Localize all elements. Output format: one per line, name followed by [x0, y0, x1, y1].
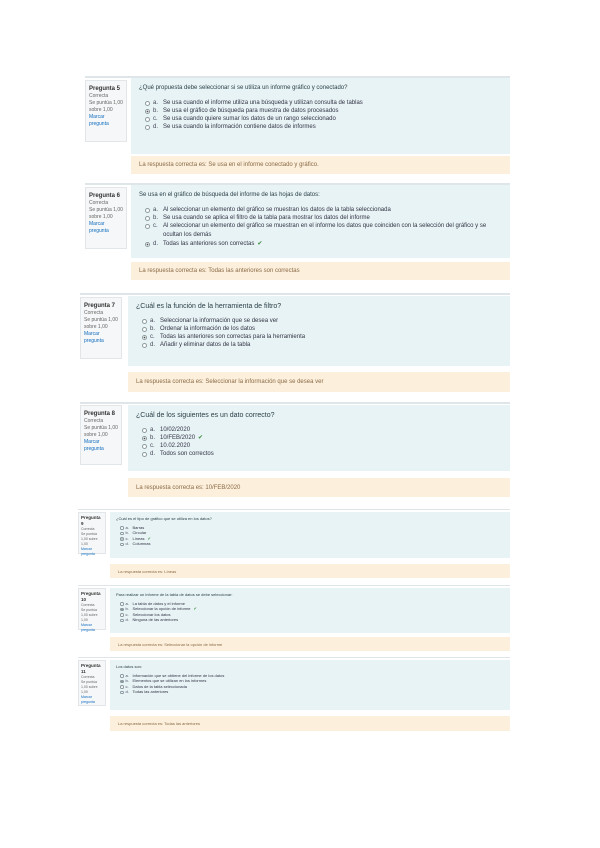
option-letter: c.	[150, 333, 155, 340]
question-info	[85, 187, 127, 249]
feedback-box: La respuesta correcta es: Seleccionar la opción de informe	[110, 637, 510, 651]
option-letter: c.	[125, 536, 129, 541]
question-points: Se puntúa 1,00 sobre 1,00	[81, 532, 98, 546]
option-text: Al seleccionar un elemento del gráfico se muestran en el informe los datos que coinciden con la selección del gráfico y se ocultan los demás	[163, 223, 487, 238]
question-info	[80, 405, 122, 465]
option-text: Ninguna de las anteriores	[132, 617, 179, 623]
option-letter: b.	[150, 325, 156, 332]
radio-button[interactable]	[142, 335, 147, 340]
option-text: Seleccionar los datos	[132, 612, 171, 617]
feedback-box: La respuesta correcta es: Líneas	[110, 564, 510, 578]
question-content	[128, 296, 510, 366]
option-letter: c.	[125, 684, 129, 689]
option-text: Elementos que se utilizan en los informes	[132, 678, 207, 684]
option-letter: d.	[125, 689, 129, 695]
option-text: Todas las anteriores son correctas para la herramienta	[160, 333, 306, 340]
radio-button[interactable]	[120, 526, 124, 530]
answer-option[interactable]	[139, 240, 502, 248]
question-content	[110, 512, 510, 558]
option-text: Columnas	[132, 541, 151, 547]
option-text: Se usa el gráfico de búsqueda para muestra de datos procesados	[163, 107, 339, 114]
option-text: Datos de la tabla seleccionada	[132, 684, 187, 689]
question-number: Pregunta 11	[81, 663, 101, 674]
radio-button[interactable]	[120, 685, 124, 689]
option-letter: c.	[153, 223, 158, 229]
answer-option[interactable]	[136, 333, 502, 341]
feedback-box: La respuesta correcta es: Todas las anteriores son correctas	[131, 262, 510, 280]
flag-question-link[interactable]: Marcar pregunta	[84, 439, 104, 452]
radio-button[interactable]	[142, 327, 147, 332]
flag-question-link[interactable]: Marcar pregunta	[89, 221, 109, 234]
option-text: Todos son correctos	[160, 450, 214, 457]
question-text: Se usa en el gráfico de búsqueda del informe de las hojas de datos:	[139, 192, 320, 198]
option-text: La tabla de datos y el informe	[132, 601, 185, 606]
question-info	[80, 297, 122, 359]
question-status: Correcta	[81, 603, 95, 607]
answer-option[interactable]	[136, 434, 502, 442]
question-number: Pregunta 7	[84, 303, 116, 309]
question-points: Se puntúa 1,00 sobre 1,00	[89, 100, 123, 113]
question-status: Correcta	[89, 200, 109, 206]
option-letter: b.	[153, 214, 159, 221]
option-letter: d.	[153, 240, 159, 247]
question-status: Correcta	[89, 93, 109, 99]
flag-question-link[interactable]: Marcar pregunta	[81, 695, 95, 704]
divider	[80, 402, 510, 404]
option-letter: c.	[125, 612, 129, 617]
question-content	[131, 78, 510, 154]
feedback-box: La respuesta correcta es: Todas las anteriores	[110, 716, 510, 731]
radio-button[interactable]	[142, 436, 147, 441]
answer-option[interactable]	[116, 618, 504, 624]
answer-option[interactable]	[136, 426, 502, 434]
answer-option[interactable]	[136, 341, 502, 349]
radio-button[interactable]	[120, 543, 124, 547]
radio-button[interactable]	[145, 117, 150, 122]
option-text: Se usa cuando se aplica el filtro de la tabla para mostrar los datos del informe	[163, 214, 370, 221]
option-text: Añadir y eliminar datos de la tabla	[160, 341, 251, 348]
answer-option[interactable]	[136, 317, 502, 325]
option-letter: b.	[125, 606, 129, 612]
check-icon: ✔	[147, 536, 151, 541]
flag-question-link[interactable]: Marcar pregunta	[89, 114, 109, 127]
question-content	[128, 405, 510, 471]
radio-button[interactable]	[142, 343, 147, 348]
radio-button[interactable]	[142, 452, 147, 457]
radio-button[interactable]	[145, 208, 150, 213]
question-info	[78, 512, 106, 554]
answer-option[interactable]	[116, 542, 504, 548]
question-status: Correcta	[81, 527, 95, 531]
answer-option[interactable]	[139, 214, 502, 222]
question-points: Se puntúa 1,00 sobre 1,00	[81, 608, 98, 622]
option-text: Se usa cuando la información contiene datos de informes	[163, 123, 316, 130]
check-icon: ✔	[198, 434, 204, 441]
answer-option[interactable]	[116, 690, 504, 696]
check-icon: ✔	[193, 606, 197, 612]
question-points: Se puntúa 1,00 sobre 1,00	[81, 680, 98, 694]
flag-question-link[interactable]: Marcar pregunta	[81, 623, 95, 632]
answer-option[interactable]	[139, 123, 502, 131]
question-text: ¿Cuál de los siguientes es un dato correcto?	[136, 412, 275, 419]
radio-button[interactable]	[120, 691, 124, 695]
option-letter: d.	[153, 123, 159, 130]
radio-button[interactable]	[145, 216, 150, 221]
flag-question-link[interactable]: Marcar pregunta	[81, 547, 95, 556]
option-letter: b.	[125, 678, 129, 684]
question-number: Pregunta 9	[81, 515, 101, 526]
option-text: Al seleccionar un elemento del gráfico se muestran los datos de la tabla seleccionada	[163, 206, 391, 213]
flag-question-link[interactable]: Marcar pregunta	[84, 331, 104, 344]
feedback-box: La respuesta correcta es: Se usa en el informe conectado y gráfico.	[131, 156, 510, 174]
answer-option[interactable]	[139, 107, 502, 115]
answer-option[interactable]	[136, 450, 502, 458]
divider	[78, 509, 510, 510]
answer-option[interactable]	[139, 115, 502, 123]
radio-button[interactable]	[145, 242, 150, 247]
radio-button[interactable]	[120, 537, 124, 541]
option-letter: d.	[125, 541, 129, 547]
option-letter: a.	[153, 99, 159, 106]
question-content	[110, 660, 510, 710]
option-letter: a.	[150, 426, 156, 433]
option-text: Todas las anteriores	[132, 689, 169, 695]
option-letter: a.	[125, 525, 129, 530]
option-letter: c.	[150, 442, 155, 449]
divider	[78, 585, 510, 586]
radio-button[interactable]	[120, 619, 124, 623]
option-letter: b.	[125, 530, 129, 536]
question-points: Se puntúa 1,00 sobre 1,00	[84, 317, 118, 330]
radio-button[interactable]	[145, 109, 150, 114]
answer-option[interactable]	[136, 325, 502, 333]
radio-button[interactable]	[142, 444, 147, 449]
option-text: Seleccionar la información que se desea ver	[160, 317, 279, 324]
question-text: ¿Cuál es el tipo de gráfico que se utiliza en los datos?	[116, 516, 212, 521]
question-text: ¿Qué propuesta debe seleccionar si se utiliza un informe gráfico y conectado?	[139, 85, 348, 91]
divider	[78, 657, 510, 658]
question-info	[78, 588, 106, 630]
radio-button[interactable]	[120, 532, 124, 536]
radio-button[interactable]	[145, 101, 150, 106]
radio-button[interactable]	[142, 319, 147, 324]
option-text: Información que se obtiene del informe de los datos	[132, 673, 225, 678]
option-letter: a.	[125, 601, 129, 606]
option-text: Circular	[132, 530, 147, 536]
option-text: 10/FEB/2020	[160, 434, 196, 441]
question-number: Pregunta 10	[81, 591, 101, 602]
question-points: Se puntúa 1,00 sobre 1,00	[89, 207, 123, 220]
radio-button[interactable]	[145, 125, 150, 130]
question-text: Para realizar un informe de la tabla de datos se debe seleccionar:	[116, 592, 233, 597]
option-letter: a.	[125, 673, 129, 678]
divider	[80, 293, 510, 295]
check-icon: ✔	[257, 240, 263, 247]
question-text: ¿Cuál es la función de la herramienta de filtro?	[136, 303, 282, 310]
question-status: Correcta	[84, 418, 104, 424]
option-letter: c.	[153, 115, 158, 122]
option-letter: a.	[150, 317, 156, 324]
feedback-box: La respuesta correcta es: Seleccionar la información que se desea ver	[128, 372, 510, 392]
option-text: Líneas	[132, 536, 145, 541]
question-number: Pregunta 8	[84, 411, 116, 417]
question-text: Los datos son:	[116, 664, 143, 669]
option-text: Se usa cuando el informe utiliza una búsqueda y utilizan consulta de tablas	[163, 99, 363, 106]
question-status: Correcta	[81, 675, 95, 679]
option-letter: b.	[150, 434, 156, 441]
answer-option[interactable]	[139, 222, 502, 240]
question-status: Correcta	[84, 310, 104, 316]
option-text: 10/02/2020	[160, 426, 191, 433]
option-text: 10.02.2020	[160, 442, 191, 449]
question-info	[85, 80, 127, 142]
question-points: Se puntúa 1,00 sobre 1,00	[84, 425, 118, 438]
option-text: Barras	[132, 525, 145, 530]
question-content	[131, 185, 510, 258]
radio-button[interactable]	[120, 680, 124, 684]
question-number: Pregunta 6	[89, 193, 121, 199]
feedback-box: La respuesta correcta es: 10/FEB/2020	[128, 478, 510, 497]
radio-button[interactable]	[120, 608, 124, 612]
option-letter: b.	[153, 107, 159, 114]
answer-option[interactable]	[136, 442, 502, 450]
question-info	[78, 660, 106, 706]
answer-option[interactable]	[139, 99, 502, 107]
option-text: Seleccionar la opción de informe	[132, 606, 191, 612]
radio-button[interactable]	[120, 602, 124, 606]
radio-button[interactable]	[145, 224, 150, 229]
option-letter: d.	[125, 617, 129, 623]
question-content	[110, 588, 510, 633]
option-letter: d.	[150, 450, 156, 457]
option-letter: d.	[150, 341, 156, 348]
option-text: Todas las anteriores son correctas	[163, 240, 255, 247]
option-text: Se usa cuando quiere sumar los datos de un rango seleccionado	[163, 115, 336, 122]
option-letter: a.	[153, 206, 159, 213]
radio-button[interactable]	[120, 674, 124, 678]
radio-button[interactable]	[142, 428, 147, 433]
answer-option[interactable]	[139, 206, 502, 214]
question-number: Pregunta 5	[89, 86, 121, 92]
radio-button[interactable]	[120, 613, 124, 617]
option-text: Ordenar la información de los datos	[160, 325, 256, 332]
